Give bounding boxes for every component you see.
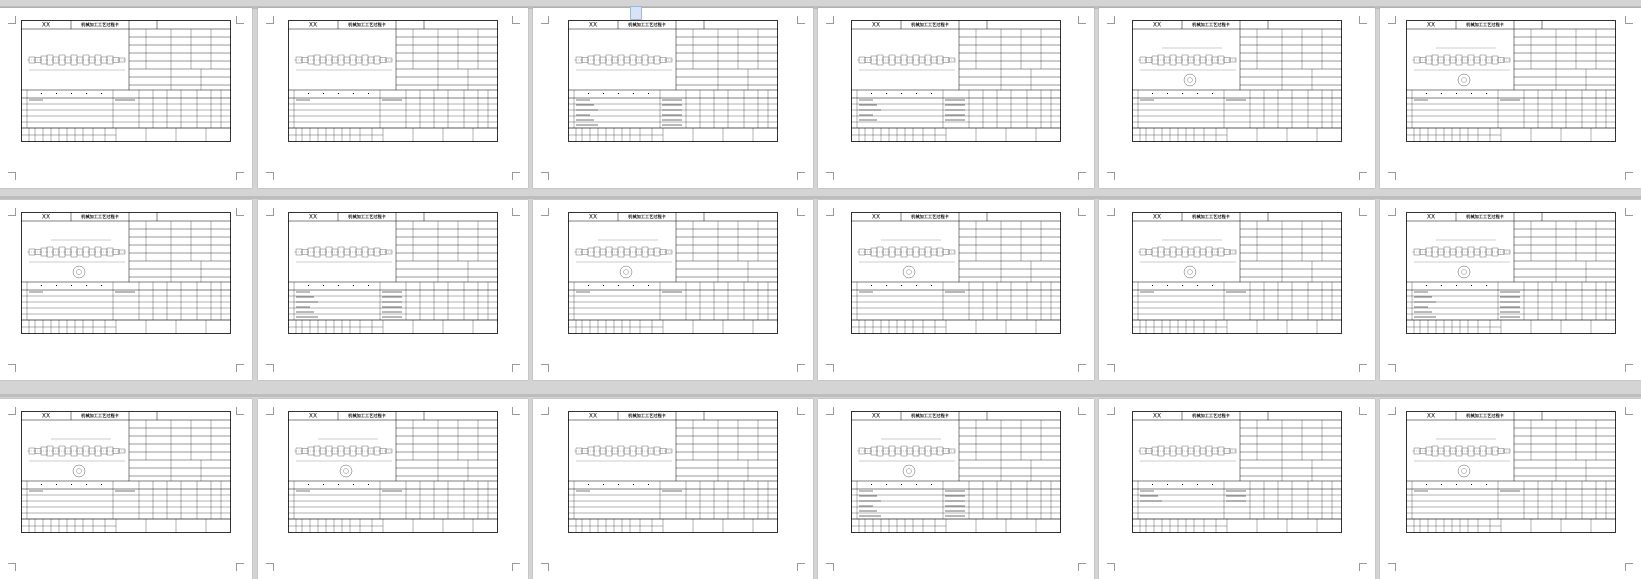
crop-mark bbox=[266, 172, 274, 180]
crop-mark bbox=[797, 563, 805, 571]
crop-mark bbox=[512, 208, 520, 216]
document-page[interactable] bbox=[818, 200, 1094, 380]
process-card-sheet bbox=[851, 411, 1061, 533]
crop-mark bbox=[8, 16, 16, 24]
company-label: XX bbox=[588, 213, 598, 221]
column-header-mark bbox=[1471, 484, 1472, 485]
sheet-border bbox=[1407, 213, 1616, 334]
sheet-frame bbox=[851, 212, 1061, 334]
crop-mark bbox=[797, 208, 805, 216]
document-page[interactable] bbox=[0, 8, 252, 188]
card-title: 机械加工工艺过程卡 bbox=[81, 413, 119, 418]
column-header-mark bbox=[101, 285, 102, 286]
column-header-mark bbox=[916, 285, 917, 286]
process-card-sheet bbox=[21, 411, 231, 533]
column-header-mark bbox=[1167, 93, 1168, 94]
column-header-mark bbox=[1167, 285, 1168, 286]
card-title: 机械加工工艺过程卡 bbox=[1192, 22, 1230, 27]
sheet-border bbox=[289, 412, 498, 533]
crop-mark bbox=[236, 364, 244, 372]
sheet-frame bbox=[21, 212, 231, 334]
crop-mark bbox=[236, 563, 244, 571]
column-header-mark bbox=[1456, 484, 1457, 485]
company-label: XX bbox=[1152, 412, 1162, 420]
crop-mark bbox=[1359, 563, 1367, 571]
sheet-border bbox=[1133, 412, 1342, 533]
crop-mark bbox=[236, 172, 244, 180]
column-header-mark bbox=[368, 93, 369, 94]
column-header-mark bbox=[916, 93, 917, 94]
document-page[interactable] bbox=[533, 8, 813, 188]
column-header-mark bbox=[1212, 484, 1213, 485]
process-card-sheet bbox=[568, 411, 778, 533]
crop-mark bbox=[1359, 172, 1367, 180]
column-header-mark bbox=[56, 484, 57, 485]
company-label: XX bbox=[41, 21, 51, 29]
crop-mark bbox=[266, 563, 274, 571]
column-header-mark bbox=[588, 93, 589, 94]
sheet-frame bbox=[1132, 20, 1342, 142]
crop-mark bbox=[1359, 407, 1367, 415]
crop-mark bbox=[1625, 364, 1633, 372]
column-header-mark bbox=[308, 484, 309, 485]
crop-mark bbox=[266, 208, 274, 216]
crop-mark bbox=[1359, 364, 1367, 372]
crop-mark bbox=[1388, 208, 1396, 216]
sheet-border bbox=[569, 412, 778, 533]
column-header-mark bbox=[1167, 484, 1168, 485]
sheet-frame bbox=[851, 411, 1061, 533]
column-header-mark bbox=[1471, 285, 1472, 286]
company-label: XX bbox=[871, 213, 881, 221]
company-label: XX bbox=[1426, 21, 1436, 29]
sheet-frame bbox=[1406, 20, 1616, 142]
crop-mark bbox=[266, 16, 274, 24]
document-page[interactable] bbox=[258, 8, 528, 188]
crop-mark bbox=[797, 407, 805, 415]
column-header-mark bbox=[1212, 285, 1213, 286]
process-card-sheet bbox=[851, 212, 1061, 334]
crop-mark bbox=[826, 208, 834, 216]
column-header-mark bbox=[1426, 285, 1427, 286]
crop-mark bbox=[1107, 407, 1115, 415]
sheet-frame bbox=[851, 20, 1061, 142]
crop-mark bbox=[1078, 172, 1086, 180]
card-title: 机械加工工艺过程卡 bbox=[911, 22, 949, 27]
card-title: 机械加工工艺过程卡 bbox=[348, 214, 386, 219]
column-header-mark bbox=[1456, 93, 1457, 94]
sheet-border bbox=[1407, 21, 1616, 142]
column-header-mark bbox=[1152, 93, 1153, 94]
sheet-border bbox=[569, 213, 778, 334]
crop-mark bbox=[1107, 364, 1115, 372]
card-title: 机械加工工艺过程卡 bbox=[1192, 413, 1230, 418]
column-header-mark bbox=[1486, 484, 1487, 485]
document-page[interactable] bbox=[258, 399, 528, 579]
column-header-mark bbox=[588, 484, 589, 485]
card-title: 机械加工工艺过程卡 bbox=[348, 22, 386, 27]
column-header-mark bbox=[1182, 285, 1183, 286]
process-card-sheet bbox=[288, 212, 498, 334]
column-header-mark bbox=[323, 93, 324, 94]
column-header-mark bbox=[886, 285, 887, 286]
crop-mark bbox=[541, 16, 549, 24]
crop-mark bbox=[797, 172, 805, 180]
sheet-border bbox=[1133, 21, 1342, 142]
column-header-mark bbox=[86, 285, 87, 286]
column-header-mark bbox=[603, 93, 604, 94]
column-header-mark bbox=[1152, 484, 1153, 485]
crop-mark bbox=[797, 16, 805, 24]
column-header-mark bbox=[1426, 93, 1427, 94]
crop-mark bbox=[541, 172, 549, 180]
crop-mark bbox=[1625, 208, 1633, 216]
column-header-mark bbox=[338, 285, 339, 286]
crop-mark bbox=[512, 563, 520, 571]
column-header-mark bbox=[633, 93, 634, 94]
column-header-mark bbox=[1182, 93, 1183, 94]
crop-mark bbox=[797, 364, 805, 372]
process-card-sheet bbox=[288, 411, 498, 533]
crop-mark bbox=[826, 563, 834, 571]
crop-mark bbox=[1625, 563, 1633, 571]
process-card-sheet bbox=[1406, 20, 1616, 142]
crop-mark bbox=[8, 364, 16, 372]
card-title: 机械加工工艺过程卡 bbox=[1466, 214, 1504, 219]
crop-mark bbox=[826, 407, 834, 415]
column-header-mark bbox=[648, 484, 649, 485]
column-header-mark bbox=[1456, 285, 1457, 286]
crop-mark bbox=[236, 16, 244, 24]
row-separator bbox=[0, 196, 1641, 199]
sheet-frame bbox=[1406, 411, 1616, 533]
process-card-sheet bbox=[21, 212, 231, 334]
document-page[interactable] bbox=[1099, 399, 1375, 579]
crop-mark bbox=[8, 208, 16, 216]
column-header-mark bbox=[41, 484, 42, 485]
process-card-sheet bbox=[288, 20, 498, 142]
card-title: 机械加工工艺过程卡 bbox=[628, 413, 666, 418]
crop-mark bbox=[1388, 364, 1396, 372]
column-header-mark bbox=[308, 285, 309, 286]
column-header-mark bbox=[633, 285, 634, 286]
column-header-mark bbox=[916, 484, 917, 485]
column-header-mark bbox=[368, 484, 369, 485]
crop-mark bbox=[1078, 407, 1086, 415]
sheet-frame bbox=[568, 212, 778, 334]
company-label: XX bbox=[1426, 412, 1436, 420]
sheet-border bbox=[1407, 412, 1616, 533]
column-header-mark bbox=[901, 93, 902, 94]
document-page[interactable] bbox=[1380, 8, 1641, 188]
crop-mark bbox=[1388, 16, 1396, 24]
column-header-mark bbox=[618, 484, 619, 485]
column-header-mark bbox=[1182, 484, 1183, 485]
crop-mark bbox=[8, 563, 16, 571]
column-header-mark bbox=[353, 484, 354, 485]
crop-mark bbox=[1388, 407, 1396, 415]
card-title: 机械加工工艺过程卡 bbox=[81, 22, 119, 27]
page-marker-icon bbox=[630, 6, 642, 20]
process-card-sheet bbox=[21, 20, 231, 142]
column-header-mark bbox=[1471, 93, 1472, 94]
crop-mark bbox=[1078, 364, 1086, 372]
document-page[interactable] bbox=[533, 200, 813, 380]
document-page[interactable] bbox=[1380, 399, 1641, 579]
crop-mark bbox=[1359, 208, 1367, 216]
crop-mark bbox=[541, 364, 549, 372]
sheet-border bbox=[22, 213, 231, 334]
crop-mark bbox=[1078, 563, 1086, 571]
column-header-mark bbox=[56, 93, 57, 94]
document-page[interactable] bbox=[0, 200, 252, 380]
card-title: 机械加工工艺过程卡 bbox=[1192, 214, 1230, 219]
document-page[interactable] bbox=[1099, 8, 1375, 188]
crop-mark bbox=[1625, 172, 1633, 180]
column-header-mark bbox=[1486, 285, 1487, 286]
card-title: 机械加工工艺过程卡 bbox=[81, 214, 119, 219]
card-title: 机械加工工艺过程卡 bbox=[911, 413, 949, 418]
column-header-mark bbox=[1426, 484, 1427, 485]
sheet-frame bbox=[288, 411, 498, 533]
column-header-mark bbox=[86, 484, 87, 485]
crop-mark bbox=[1078, 16, 1086, 24]
column-header-mark bbox=[353, 93, 354, 94]
document-page[interactable] bbox=[533, 399, 813, 579]
column-header-mark bbox=[368, 285, 369, 286]
document-page[interactable] bbox=[818, 8, 1094, 188]
column-header-mark bbox=[1441, 93, 1442, 94]
column-header-mark bbox=[41, 285, 42, 286]
sheet-frame bbox=[568, 20, 778, 142]
column-header-mark bbox=[71, 93, 72, 94]
column-header-mark bbox=[648, 93, 649, 94]
sheet-border bbox=[289, 21, 498, 142]
column-header-mark bbox=[338, 93, 339, 94]
document-page[interactable] bbox=[1380, 200, 1641, 380]
crop-mark bbox=[1625, 407, 1633, 415]
company-label: XX bbox=[1426, 213, 1436, 221]
sheet-border bbox=[289, 213, 498, 334]
process-card-sheet bbox=[851, 20, 1061, 142]
row-separator bbox=[0, 394, 1641, 397]
column-header-mark bbox=[931, 484, 932, 485]
crop-mark bbox=[1359, 16, 1367, 24]
sheet-frame bbox=[568, 411, 778, 533]
sheet-border bbox=[1133, 213, 1342, 334]
sheet-frame bbox=[21, 411, 231, 533]
card-title: 机械加工工艺过程卡 bbox=[628, 214, 666, 219]
column-header-mark bbox=[86, 93, 87, 94]
sheet-border bbox=[22, 21, 231, 142]
document-page[interactable] bbox=[0, 399, 252, 579]
company-label: XX bbox=[588, 21, 598, 29]
column-header-mark bbox=[1441, 285, 1442, 286]
crop-mark bbox=[1625, 16, 1633, 24]
crop-mark bbox=[1107, 172, 1115, 180]
sheet-frame bbox=[21, 20, 231, 142]
crop-mark bbox=[266, 364, 274, 372]
process-card-sheet bbox=[568, 212, 778, 334]
process-card-sheet bbox=[1132, 20, 1342, 142]
column-header-mark bbox=[71, 285, 72, 286]
document-page[interactable] bbox=[258, 200, 528, 380]
column-header-mark bbox=[871, 285, 872, 286]
column-header-mark bbox=[618, 93, 619, 94]
card-title: 机械加工工艺过程卡 bbox=[1466, 22, 1504, 27]
column-header-mark bbox=[871, 93, 872, 94]
sheet-frame bbox=[1132, 212, 1342, 334]
column-header-mark bbox=[603, 285, 604, 286]
column-header-mark bbox=[323, 484, 324, 485]
column-header-mark bbox=[1197, 285, 1198, 286]
company-label: XX bbox=[41, 412, 51, 420]
crop-mark bbox=[541, 407, 549, 415]
company-label: XX bbox=[871, 21, 881, 29]
sheet-border bbox=[852, 21, 1061, 142]
column-header-mark bbox=[931, 93, 932, 94]
sheet-frame bbox=[1132, 411, 1342, 533]
column-header-mark bbox=[931, 285, 932, 286]
column-header-mark bbox=[1152, 285, 1153, 286]
company-label: XX bbox=[1152, 213, 1162, 221]
column-header-mark bbox=[1197, 484, 1198, 485]
crop-mark bbox=[512, 172, 520, 180]
column-header-mark bbox=[886, 93, 887, 94]
crop-mark bbox=[512, 407, 520, 415]
sheet-frame bbox=[1406, 212, 1616, 334]
sheet-border bbox=[852, 213, 1061, 334]
column-header-mark bbox=[338, 484, 339, 485]
column-header-mark bbox=[871, 484, 872, 485]
card-title: 机械加工工艺过程卡 bbox=[348, 413, 386, 418]
column-header-mark bbox=[41, 93, 42, 94]
column-header-mark bbox=[618, 285, 619, 286]
sheet-border bbox=[569, 21, 778, 142]
crop-mark bbox=[266, 407, 274, 415]
crop-mark bbox=[541, 563, 549, 571]
column-header-mark bbox=[901, 484, 902, 485]
company-label: XX bbox=[308, 213, 318, 221]
crop-mark bbox=[8, 172, 16, 180]
sheet-frame bbox=[288, 212, 498, 334]
column-header-mark bbox=[648, 285, 649, 286]
column-header-mark bbox=[101, 93, 102, 94]
column-header-mark bbox=[1212, 93, 1213, 94]
company-label: XX bbox=[1152, 21, 1162, 29]
crop-mark bbox=[512, 16, 520, 24]
column-header-mark bbox=[101, 484, 102, 485]
process-card-sheet bbox=[1406, 411, 1616, 533]
crop-mark bbox=[1388, 172, 1396, 180]
crop-mark bbox=[826, 16, 834, 24]
company-label: XX bbox=[41, 213, 51, 221]
column-header-mark bbox=[308, 93, 309, 94]
crop-mark bbox=[1078, 208, 1086, 216]
crop-mark bbox=[1107, 208, 1115, 216]
crop-mark bbox=[541, 208, 549, 216]
column-header-mark bbox=[56, 285, 57, 286]
sheet-border bbox=[22, 412, 231, 533]
column-header-mark bbox=[353, 285, 354, 286]
crop-mark bbox=[8, 407, 16, 415]
card-title: 机械加工工艺过程卡 bbox=[1466, 413, 1504, 418]
crop-mark bbox=[512, 364, 520, 372]
column-header-mark bbox=[1441, 484, 1442, 485]
crop-mark bbox=[826, 172, 834, 180]
process-card-sheet bbox=[1406, 212, 1616, 334]
document-page[interactable] bbox=[1099, 200, 1375, 380]
crop-mark bbox=[1107, 563, 1115, 571]
crop-mark bbox=[1388, 563, 1396, 571]
company-label: XX bbox=[308, 21, 318, 29]
column-header-mark bbox=[633, 484, 634, 485]
sheet-frame bbox=[288, 20, 498, 142]
column-header-mark bbox=[886, 484, 887, 485]
company-label: XX bbox=[308, 412, 318, 420]
crop-mark bbox=[236, 208, 244, 216]
column-header-mark bbox=[71, 484, 72, 485]
process-card-sheet bbox=[568, 20, 778, 142]
column-header-mark bbox=[603, 484, 604, 485]
card-title: 机械加工工艺过程卡 bbox=[911, 214, 949, 219]
crop-mark bbox=[826, 364, 834, 372]
column-header-mark bbox=[1486, 93, 1487, 94]
document-page[interactable] bbox=[818, 399, 1094, 579]
column-header-mark bbox=[1197, 93, 1198, 94]
column-header-mark bbox=[901, 285, 902, 286]
column-header-mark bbox=[323, 285, 324, 286]
company-label: XX bbox=[871, 412, 881, 420]
column-header-mark bbox=[588, 285, 589, 286]
process-card-sheet bbox=[1132, 411, 1342, 533]
crop-mark bbox=[236, 407, 244, 415]
crop-mark bbox=[1107, 16, 1115, 24]
process-card-sheet bbox=[1132, 212, 1342, 334]
sheet-border bbox=[852, 412, 1061, 533]
company-label: XX bbox=[588, 412, 598, 420]
card-title: 机械加工工艺过程卡 bbox=[628, 22, 666, 27]
